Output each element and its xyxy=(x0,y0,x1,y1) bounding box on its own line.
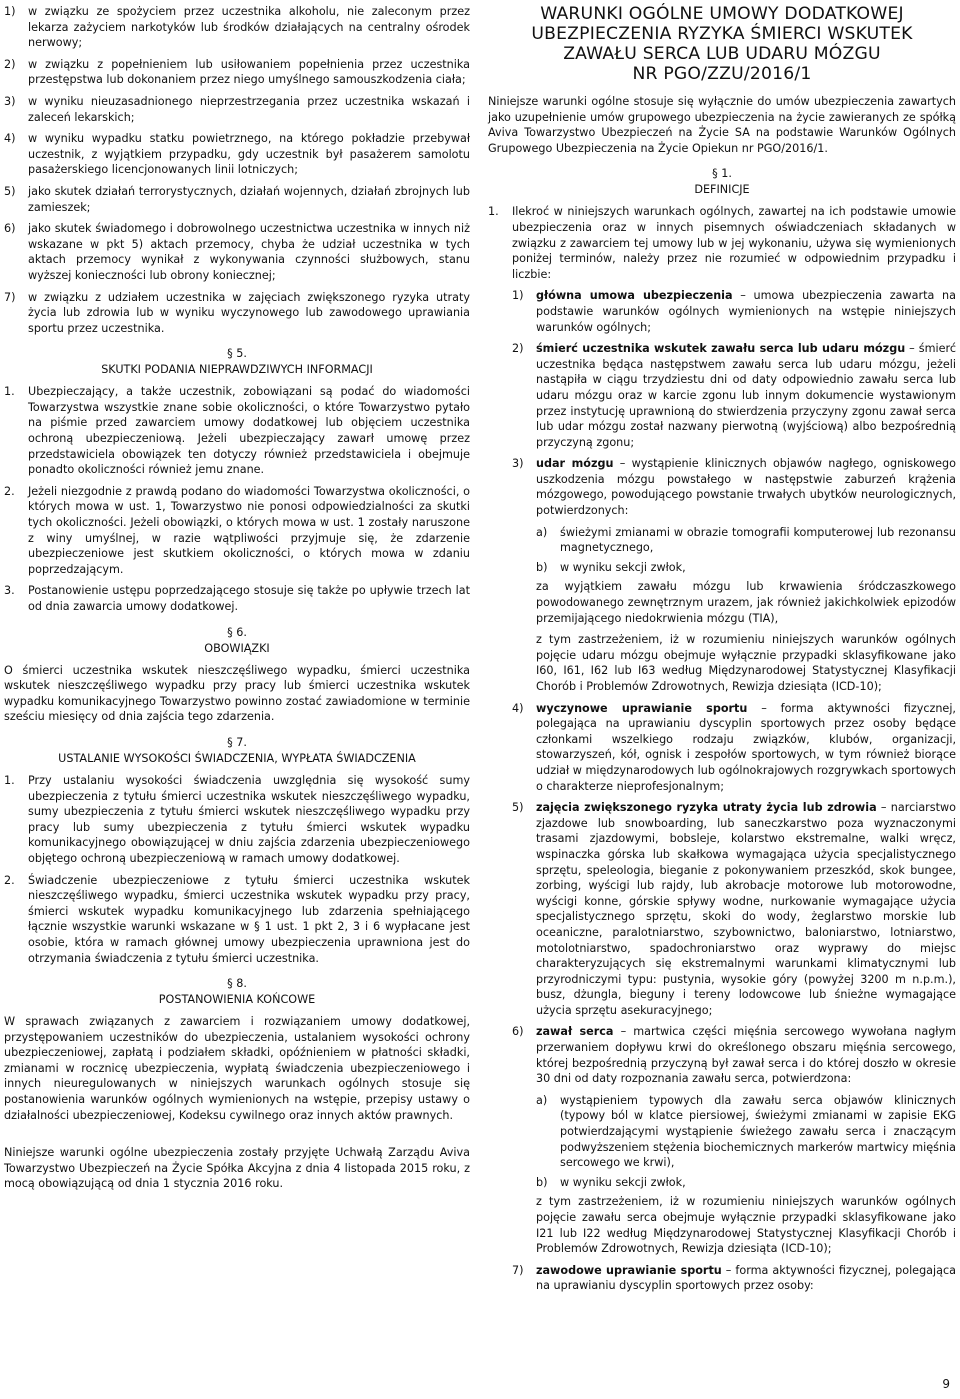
section-number: § 8. xyxy=(227,977,247,991)
sub-item: a) wystąpieniem typowych dla zawału serca objawów klinicznych (typowy ból w klatce piersiowej, świeżymi zmianami w zapisie EKG potwierdzającymi wystąpienie świeżego zawału serca i znaczącym podwyższeniem stężenia biochemicznych markerów martwicy mięśnia sercowego we krwi), xyxy=(536,1093,956,1170)
definition-term: główna umowa ubezpieczenia xyxy=(536,289,733,303)
sub-item: b) w wyniku sekcji zwłok, xyxy=(536,560,686,574)
sub-item: b) w wyniku sekcji zwłok, xyxy=(536,1175,686,1189)
definition-item: 7) zawodowe uprawianie sportu – forma aktywności fizycznej, polegająca na uprawianiu dyscyplin sportowych przez osoby: xyxy=(512,1263,956,1293)
list-item: 5) jako skutek działań terrorystycznych, działań wojennych, działań zbrojnych lub zamieszek; xyxy=(4,184,470,214)
page-number: 9 xyxy=(942,1377,950,1392)
title-line: UBEZPIECZENIA RYZYKA ŚMIERCI WSKUTEK xyxy=(531,24,913,44)
definition-item: 1) główna umowa ubezpieczenia – umowa ubezpieczenia zawarta na podstawie warunków ogólnych wymienionych na wstępie niniejszych warunków ogólnych; xyxy=(512,289,956,334)
section-5-heading xyxy=(4,346,470,378)
section-title: SKUTKI PODANIA NIEPRAWDZIWYCH INFORMACJI xyxy=(101,363,373,377)
list-item: 2. Jeżeli niezgodnie z prawdą podano do wiadomości Towarzystwa okoliczności, o których mowa w ust. 1, Towarzystwo nie ponosi odpowiedzialności za skutki tych okoliczności. Jeżeli obowiązki, o których mowa w ust. 1 zostały naruszone z winy umyślnej, w razie wątpliwości przyjmuje się, że zdarzenie ubezpieczeniowe jest skutkiem okoliczności, o których mowa w zdaniu poprzedzającym. xyxy=(4,484,470,576)
closing-text: Niniejsze warunki ogólne ubezpieczenia zostały przyjęte Uchwałą Zarządu Aviva Towarzystwo Ubezpieczeń na Życie Spółka Akcyjna z dnia 4 listopada 2015 roku, z mocą obowiązującą od dnia 1 stycznia 2016 roku. xyxy=(4,1146,470,1191)
definition-term: zawał serca xyxy=(536,1025,614,1039)
document-title xyxy=(488,4,956,84)
list-item: 7) w związku z udziałem uczestnika w zajęciach zwiększonego ryzyka utraty życia lub zdrowia lub w wyniku wyczynowego lub zawodowego uprawiania sportu przez uczestnika. xyxy=(4,290,470,335)
list-item: 1. Przy ustalaniu wysokości świadczenia uwzględnia się wysokość sumy ubezpieczenia z tytułu śmierci uczestnika wskutek nieszczęśliwego wypadku, sumy ubezpieczenia z tytułu śmierci wskutek nieszczęśliwego wypadku przy pracy lub sumy ubezpieczenia z tytułu śmierci wskutek wypadku komunikacyjnego obowiązującej w dniu zajścia zdarzenia ubezpieczeniowego objętego ochroną ubezpieczeniową w ramach umowy dodatkowej. xyxy=(4,773,470,865)
section-6-heading xyxy=(4,625,470,657)
list-item: 2. Świadczenie ubezpieczeniowe z tytułu śmierci uczestnika wskutek nieszczęśliwego wypadku, śmierci uczestnika wskutek wypadku przy pracy, śmierci wskutek wypadku komunikacyjnego lub zdarzenia spełniającego łącznie wszystkie warunki wskazane w § 1 ust. 1 pkt 2, 3 i 6 wypłacane jest osobie, która w ramach głównej umowy ubezpieczenia uprawniona jest do otrzymania świadczenia z tytułu śmierci uczestnika. xyxy=(4,873,470,965)
right-column xyxy=(488,4,956,1300)
section-number: § 6. xyxy=(227,625,247,639)
section-number: § 1. xyxy=(712,167,732,181)
title-line: ZAWAŁU SERCA LUB UDARU MÓZGU xyxy=(563,44,881,64)
list-item: 6) jako skutek świadomego i dobrowolnego uczestnictwa uczestnika w innych niż wskazane w pkt 5) aktach przemocy, chyba że udział uczestnika w tych aktach przemocy wynikał z wykonywania czynności służbowych, stanu wyższej konieczności lub obrony koniecznej; xyxy=(4,222,470,282)
list-item: 4) w wyniku wypadku statku powietrznego, na którego pokładzie przebywał uczestnik, z wyjątkiem przypadku, gdy uczestnik był pasażerem samolotu pasażerskiego licencjonowanych linii lotniczych; xyxy=(4,132,470,177)
definitions-list xyxy=(512,288,956,1294)
definition-term: udar mózgu xyxy=(536,457,614,471)
section-title: USTALANIE WYSOKOŚCI ŚWIADCZENIA, WYPŁATA ŚWIADCZENIA xyxy=(58,751,416,765)
list-item: 1. Ubezpieczający, a także uczestnik, zobowiązani są podać do wiadomości Towarzystwa wszystkie znane sobie okoliczności, o które Towarzystwo pytało na piśmie przed zawarciem umowy dodatkowej lub objęciem uczestnika ochroną ubezpieczeniową. Jeżeli ubezpieczający zawarł umowę przez przedstawiciela obowiązek ten dotyczy również przedstawiciela i obejmuje ponadto okoliczności również jemu znane. xyxy=(4,385,470,477)
exclusions-list xyxy=(4,4,470,336)
list-item: 3. Postanowienie ustępu poprzedzającego stosuje się także po upływie trzech lat od dnia zawarcia umowy dodatkowej. xyxy=(4,584,470,613)
list-item: 1) w związku ze spożyciem przez uczestnika alkoholu, nie zaleconym przez lekarza zażyciem narkotyków lub środków działających na centralny ośrodek nerwowy; xyxy=(4,5,470,50)
section-number: § 7. xyxy=(227,735,247,749)
title-line: NR PGO/ZZU/2016/1 xyxy=(632,64,812,84)
section-title: OBOWIĄZKI xyxy=(204,641,270,655)
definition-term: wyczynowe uprawianie sportu xyxy=(536,701,748,715)
definition-item: 5) zajęcia zwiększonego ryzyka utraty życia lub zdrowia – narciarstwo zjazdowe lub snowboarding, lub saneczkarstwo poza wyznaczonymi trasami zjazdowymi, bobsleje, kolarstwo ekstremalne, walki wręcz, wspinaczka górska lub skałkowa wymagająca użycia specjalistycznego sprzętu, speleologia, bieganie z pokonywaniem przeszkód, skok bungee, zorbing, wyścigi lub rajdy, lub akrobacje motorowe lub motorowodne, wyścigi konne, górskie spływy wodne, nurkowanie wymagające użycia specjalistycznego sprzętu, skoki do wody, żeglarstwo morskie lub oceaniczne, paralotniarstwo, szybownictwo, baloniarstwo, lotniarstwo, motolotniarstwo, spadochroniarstwo oraz wyprawy do miejsc charakteryzujących się ekstremalnymi warunkami klimatycznymi lub przyrodniczymi typu: pustynia, wysokie góry (powyżej 3200 m n.p.m.), busz, dżungla, bieguny i tereny lodowcowe lub śnieżne wymagające użycia sprzętu asekuracyjnego; xyxy=(512,801,956,1017)
sub-item: a) świeżymi zmianami w obrazie tomografii komputerowej lub rezonansu magnetycznego, xyxy=(536,525,956,555)
definition-term: śmierć uczestnika wskutek zawału serca lub udaru mózgu xyxy=(536,342,906,356)
section-7-heading xyxy=(4,735,470,767)
list-item: 3) w wyniku nieuzasadnionego nieprzestrzegania przez uczestnika wskazań i zaleceń lekarskich; xyxy=(4,94,470,124)
definition-item: 2) śmierć uczestnika wskutek zawału serca lub udaru mózgu – śmierć uczestnika będąca następstwem zawału serca lub udaru mózgu, jeżeli nastąpiła w ciągu trzydziestu dni od daty odpowiednio zawału serca lub udaru mózgu oraz w karcie zgonu lub innym dokumencie wystawionym przez instytucję uprawnioną do stwierdzenia przyczyny zgonu zawał serca lub udar mózgu został nazwany pierwotną (wyjściową) albo bezpośrednią przyczyną zgonu; xyxy=(512,342,956,449)
definition-term: zawodowe uprawianie sportu xyxy=(536,1263,722,1277)
paragraph: z tym zastrzeżeniem, iż w rozumieniu niniejszych warunków ogólnych pojęcie zawału serca obejmuje wyłącznie przypadki sklasyfikowane jako I21 lub I22 według Międzynarodowej Statystycznej Klasyfikacji Chorób i Problemów Zdrowotnych, Rewizja dziesiąta (ICD-10); xyxy=(536,1195,956,1256)
definition-item: 6) zawał serca – martwica części mięśnia sercowego wywołana nagłym przerwaniem dopływu krwi do określonego obszaru mięśnia sercowego, której bezpośrednią przyczyną był zawał serca i do której doszło w okresie 30 dni od daty rozpoznania zawału serca, potwierdzona: xyxy=(512,1025,957,1086)
definition-item: 4) wyczynowe uprawianie sportu – forma aktywności fizycznej, polegająca na uprawianiu dyscyplin sportowych przez osoby będące członkami wszelkiego rodzaju związków, klubów, organizacji, stowarzyszeń, kół, ognisk i zespołów sportowych, w tym również biorące udział w międzynarodowych lub ogólnokrajowych rozgrywkach sportowych o charakterze nieprofesjonalnym; xyxy=(512,701,956,793)
definition-term: zajęcia zwiększonego ryzyka utraty życia lub zdrowia xyxy=(536,801,877,815)
paragraph: z tym zastrzeżeniem, iż w rozumieniu niniejszych warunków ogólnych pojęcie udaru mózgu obejmuje wyłącznie przypadki sklasyfikowane jako I60, I61, I62 lub I63 według Międzynarodowej Statystycznej Klasyfikacji Chorób i Problemów Zdrowotnych, Rewizja dziesiąta (ICD-10); xyxy=(536,633,956,693)
sub-list xyxy=(536,1093,956,1191)
section-title: DEFINICJE xyxy=(694,183,750,197)
section-number: § 5. xyxy=(227,347,247,361)
left-column xyxy=(4,4,470,1192)
section-1-heading xyxy=(488,166,956,198)
section-6-text: O śmierci uczestnika wskutek nieszczęśliwego wypadku, śmierci uczestnika wskutek nieszczęśliwego wypadku przy pracy lub śmierci uczestnika wskutek wypadku komunikacyjnego Towarzystwo powinno zostać zawiadomione w terminie sześciu miesięcy od dnia zajścia tego zdarzenia. xyxy=(4,663,470,724)
paragraph: za wyjątkiem zawału mózgu lub krwawienia śródczaszkowego powodowanego zewnętrznym urazem, jak również jakichkolwiek epizodów przemijającego niedokrwienia mózgu (TIA), xyxy=(536,580,956,625)
section-8-heading xyxy=(4,976,470,1008)
section-8-text: W sprawach związanych z zawarciem i rozwiązaniem umowy dodatkowej, przystępowaniem uczestników do ubezpieczenia, ustalaniem wysokości ochrony ubezpieczeniowej, zapłatą i podziałem składki, opóźnieniem w płatności składki, zmianami w rocznicę ubezpieczenia, wypłatą świadczenia ubezpieczeniowego i innych nieuregulowanych w niniejszych warunkach ogólnych stosuje się postanowienia warunków ogólnych wymienionych na wstępie, przepisy ustawy o działalności ubezpieczeniowej, Kodeksu cywilnego oraz innych aktów prawnych. xyxy=(4,1015,470,1122)
section-title: POSTANOWIENIA KOŃCOWE xyxy=(158,993,316,1007)
intro-text: Niniejsze warunki ogólne stosuje się wyłącznie do umów ubezpieczenia zawartych jako uzupełnienie umów grupowego ubezpieczenia na życie zawieranych ze spółką Aviva Towarzystwo Ubezpieczeń na Życie SA na podstawie Warunków Ogólnych Grupowego Ubezpieczenia na Życie Opiekun nr PGO/2016/1. xyxy=(488,95,956,155)
title-line: WARUNKI OGÓLNE UMOWY DODATKOWEJ xyxy=(540,4,904,24)
list-item: 1. Ilekroć w niniejszych warunkach ogólnych, zawartej na ich podstawie umowie ubezpieczenia oraz w innych pisemnych oświadczeniach składanych w związku z zawarciem tej umowy lub w jej wykonaniu, używa się wymienionych poniżej terminów, należy przez nie rozumieć w odpowiednim przypadku i liczbie: xyxy=(488,205,956,281)
sub-list xyxy=(536,525,956,576)
list-item: 2) w związku z popełnieniem lub usiłowaniem popełnienia przez uczestnika przestępstwa lub dokonaniem przez niego umyślnego samouszkodzenia ciała; xyxy=(4,57,470,87)
definition-item: 3) udar mózgu – wystąpienie klinicznych objawów nagłego, ogniskowego uszkodzenia mózgu powstałego w następstwie zaburzeń krążenia mózgowego, powodującego powstanie trwałych ubytków neurologicznych, potwierdzonych: xyxy=(512,457,956,518)
